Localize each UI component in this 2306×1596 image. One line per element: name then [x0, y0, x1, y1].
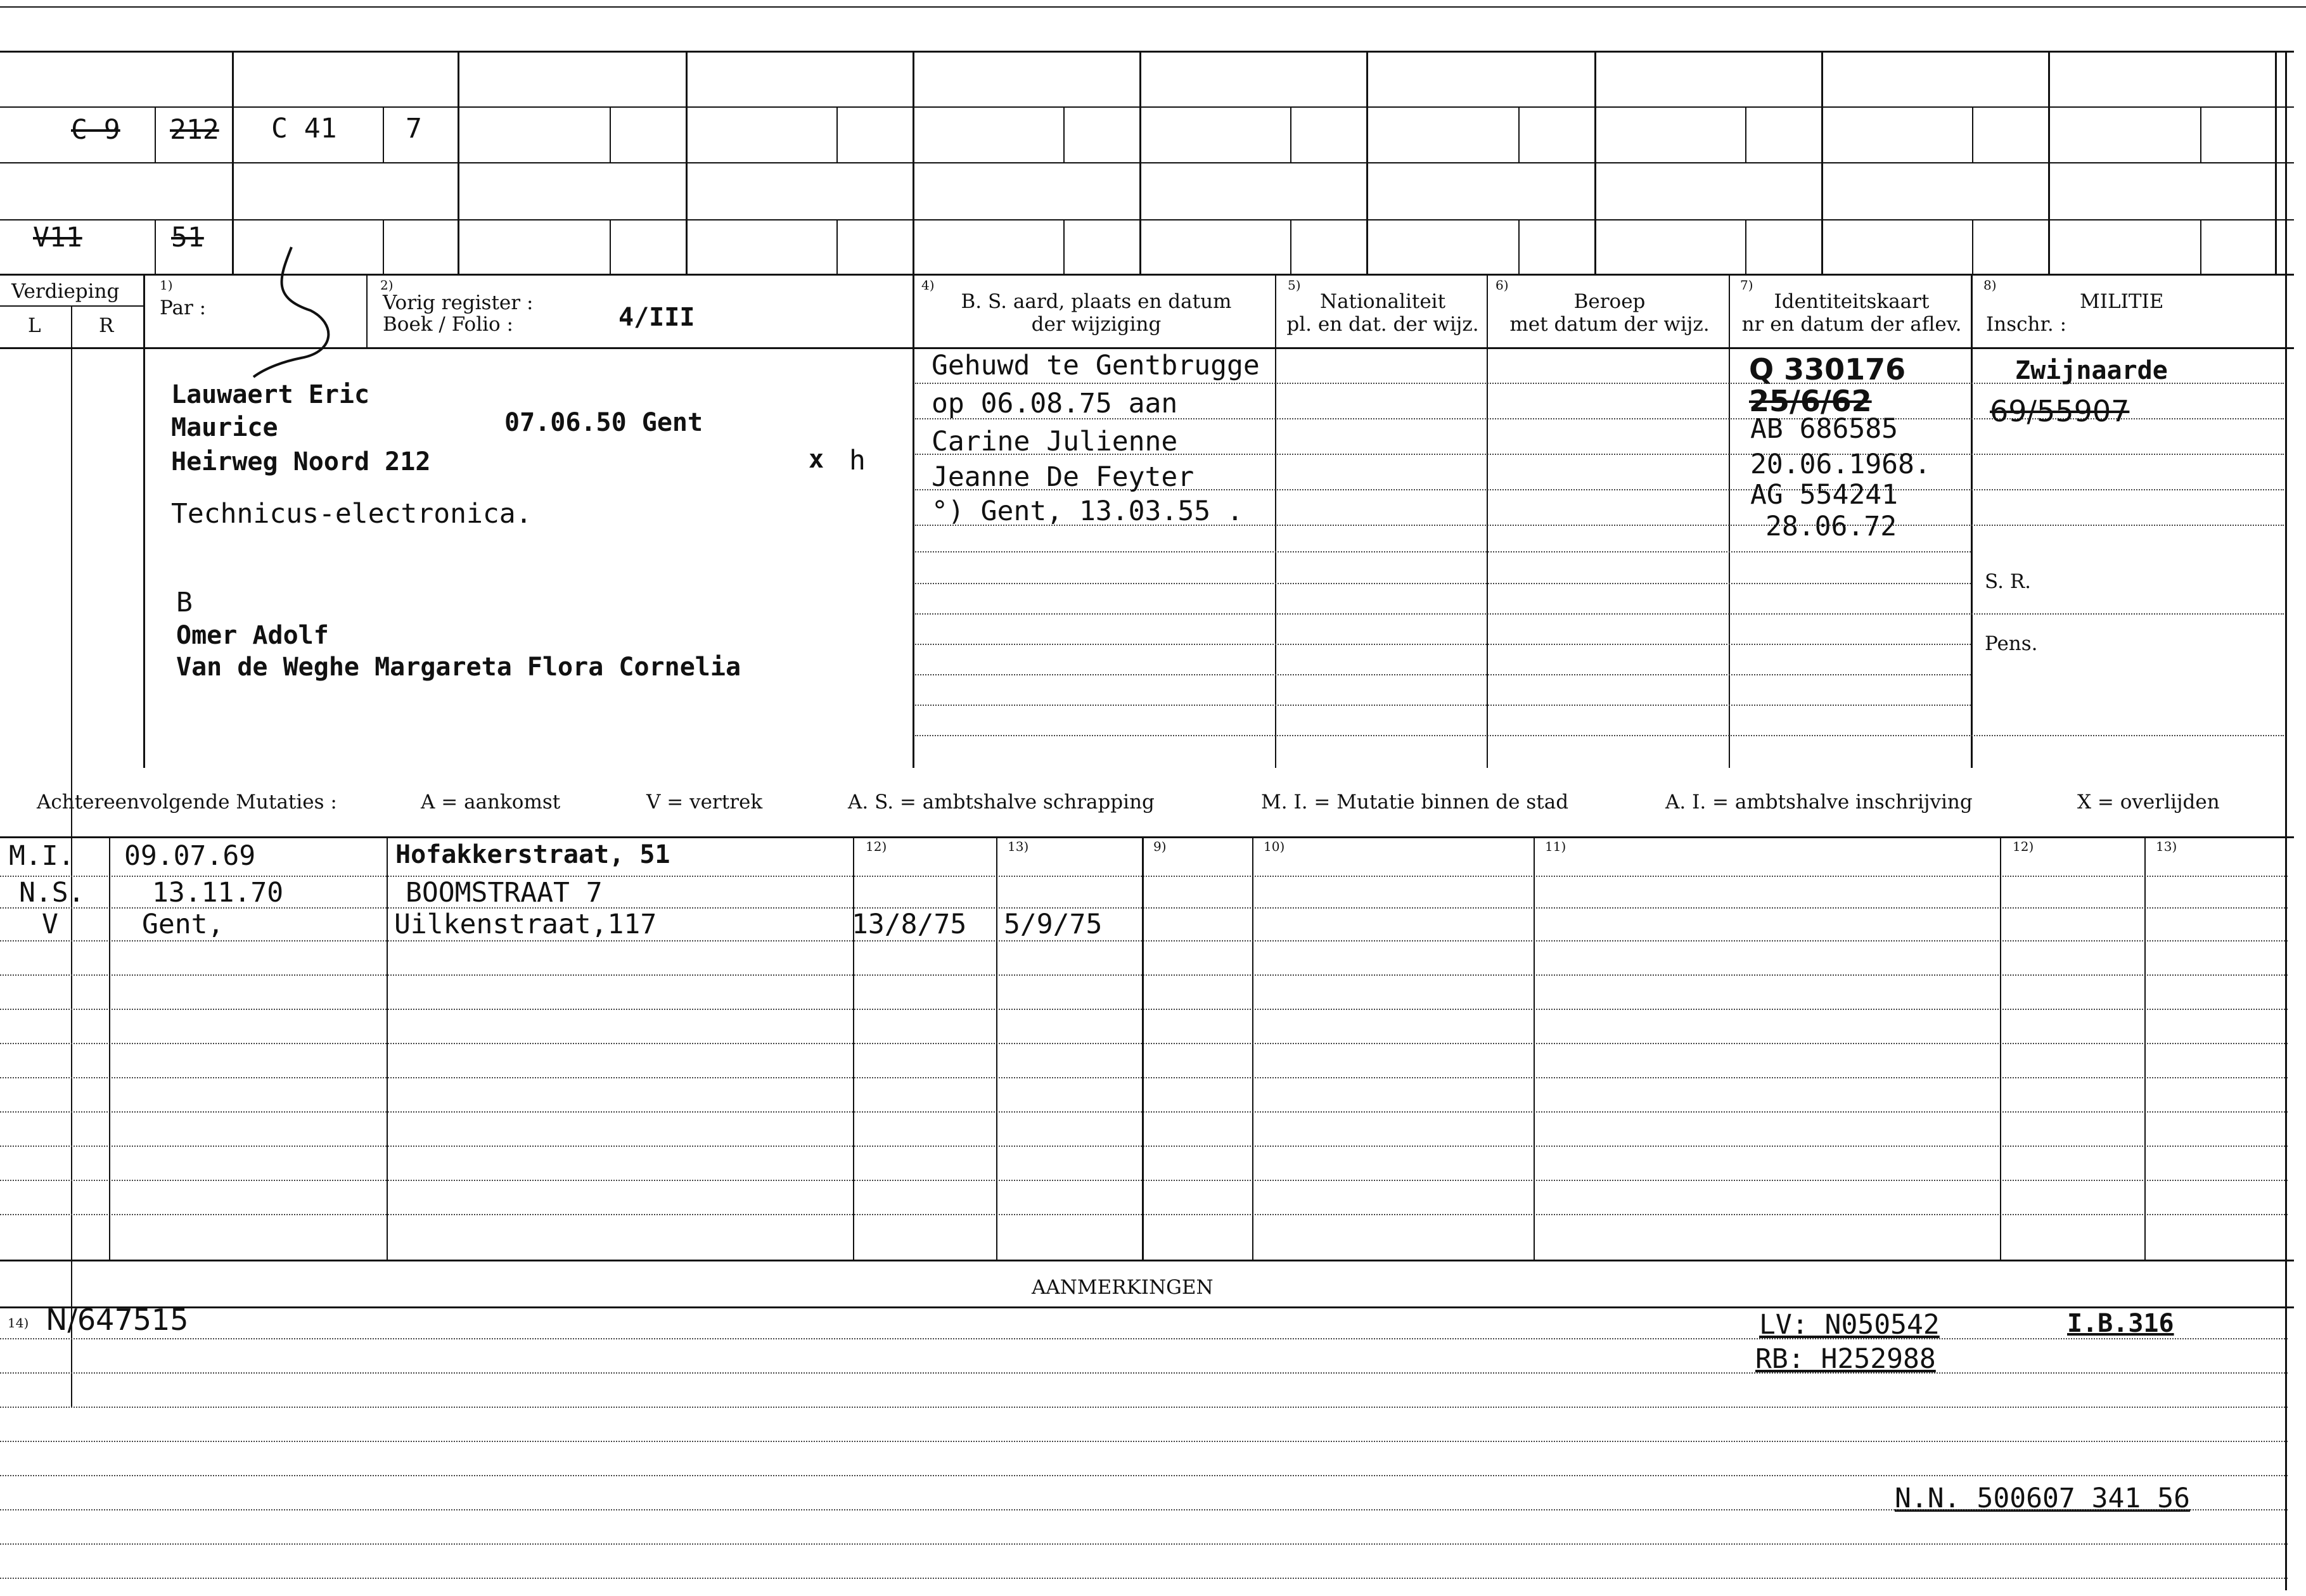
mut-col-11: 11) [1545, 839, 1566, 854]
mutation-1-code: M.I. [9, 840, 75, 872]
remarks-code: N/647515 [46, 1303, 189, 1337]
col-1-number: 1) [160, 278, 173, 293]
remarks-rb: RB: H252988 [1755, 1343, 1936, 1375]
mut-col-9: 9) [1153, 839, 1167, 854]
bs-header-line2: der wijziging [1031, 313, 1162, 336]
col-7-number: 7) [1740, 278, 1753, 293]
col-4-number: 4) [921, 278, 935, 293]
bs-entry-2: op 06.08.75 aan [932, 388, 1178, 419]
mutation-3-address: Uilkenstraat,117 [394, 909, 657, 940]
mut-col-12-left: 12) [866, 839, 887, 854]
code-f: 51 [171, 222, 204, 253]
code-a: C 9 [71, 114, 120, 146]
bs-header-line1: B. S. aard, plaats en datum [961, 290, 1232, 313]
mutation-1-date: 09.07.69 [124, 840, 256, 872]
code-c: C 41 [271, 113, 337, 144]
mut-col-13-left: 13) [1008, 839, 1029, 854]
person-address: Heirweg Noord 212 [171, 447, 431, 476]
bs-entry-4: Jeanne De Feyter [932, 461, 1195, 493]
legend-mi: M. I. = Mutatie binnen de stad [1261, 791, 1569, 814]
col-8-number: 8) [1983, 278, 1997, 293]
id-entry-4: 20.06.1968. [1750, 449, 1931, 480]
legend-ai: A. I. = ambtshalve inschrijving [1665, 791, 1973, 814]
pens-label: Pens. [1985, 632, 2038, 655]
remarks-ib: I.B.316 [2067, 1309, 2174, 1338]
col-5-number: 5) [1288, 278, 1301, 293]
boek-folio-value: 4/III [618, 303, 695, 332]
legend-v: V = vertrek [646, 791, 763, 814]
legend-x: X = overlijden [2077, 791, 2220, 814]
legend-title: Achtereenvolgende Mutaties : [37, 791, 337, 814]
id-entry-5: AG 554241 [1750, 479, 1898, 511]
nat-header-line2: pl. en dat. der wijz. [1286, 313, 1479, 336]
mutation-2-code: N.S. [19, 877, 85, 909]
legend-a: A = aankomst [421, 791, 561, 814]
vorig-register-label: Vorig register : [383, 291, 534, 314]
verdieping-label: Verdieping [11, 280, 120, 303]
h-mark: h [849, 445, 866, 476]
remarks-number: 14) [8, 1315, 29, 1331]
person-name-1: Lauwaert Eric [171, 380, 370, 409]
id-entry-1: Q 330176 [1749, 352, 1906, 386]
beroep-header-line1: Beroep [1573, 290, 1646, 313]
mut-col-12-right: 12) [2013, 839, 2034, 854]
remarks-nn: N.N. 500607 341 56 [1895, 1483, 2190, 1514]
bs-entry-1: Gehuwd te Gentbrugge [932, 350, 1260, 381]
mutation-2-address: BOOMSTRAAT 7 [406, 877, 603, 909]
beroep-header-line2: met datum der wijz. [1509, 313, 1710, 336]
id-entry-6: 28.06.72 [1765, 511, 1897, 542]
person-name-2: Maurice [171, 413, 278, 442]
mut-col-13-right: 13) [2156, 839, 2177, 854]
legend-as: A. S. = ambtshalve schrapping [848, 791, 1155, 814]
inschr-label: Inschr. : [1986, 313, 2067, 336]
mutation-1-address: Hofakkerstraat, 51 [395, 840, 670, 869]
person-occupation: Technicus-electronica. [171, 498, 532, 530]
b-label: B [176, 587, 193, 618]
militie-label: MILITIE [2080, 290, 2164, 313]
mutation-3-c12: 13/8/75 [852, 909, 967, 940]
remarks-title: AANMERKINGEN [1032, 1276, 1214, 1299]
remarks-lv: LV: N050542 [1759, 1309, 1940, 1341]
mutation-3-date: Gent, [142, 909, 224, 940]
id-header-line2: nr en datum der aflev. [1741, 313, 1962, 336]
sr-label: S. R. [1985, 570, 2032, 593]
id-header-line1: Identiteitskaart [1774, 290, 1930, 313]
bs-entry-5: °) Gent, 13.03.55 . [932, 495, 1243, 527]
father-name: Omer Adolf [176, 621, 329, 650]
x-mark: x [809, 445, 824, 474]
bs-entry-3: Carine Julienne [932, 426, 1178, 457]
mutation-3-c13: 5/9/75 [1004, 909, 1103, 940]
verdieping-r: R [99, 314, 114, 337]
mutation-2-date: 13.11.70 [152, 877, 284, 909]
mutation-3-code: V [42, 909, 58, 940]
verdieping-l: L [28, 314, 41, 337]
code-b: 212 [170, 114, 219, 146]
militie-number: 69/55907 [1990, 394, 2130, 428]
mut-col-10: 10) [1264, 839, 1285, 854]
militie-place: Zwijnaarde [2015, 356, 2168, 385]
id-entry-3: AB 686585 [1750, 413, 1898, 445]
id-entry-2: 25/6/62 [1749, 384, 1872, 418]
col-2-number: 2) [380, 278, 394, 293]
person-birth: 07.06.50 Gent [504, 408, 703, 437]
par-label: Par : [160, 297, 207, 319]
nat-header-line1: Nationaliteit [1319, 290, 1446, 313]
boek-folio-label: Boek / Folio : [383, 313, 513, 336]
mother-name: Van de Weghe Margareta Flora Cornelia [176, 653, 741, 682]
handwritten-mark-icon [241, 241, 380, 386]
code-d: 7 [406, 113, 422, 144]
code-e: V11 [33, 222, 82, 253]
col-6-number: 6) [1496, 278, 1509, 293]
